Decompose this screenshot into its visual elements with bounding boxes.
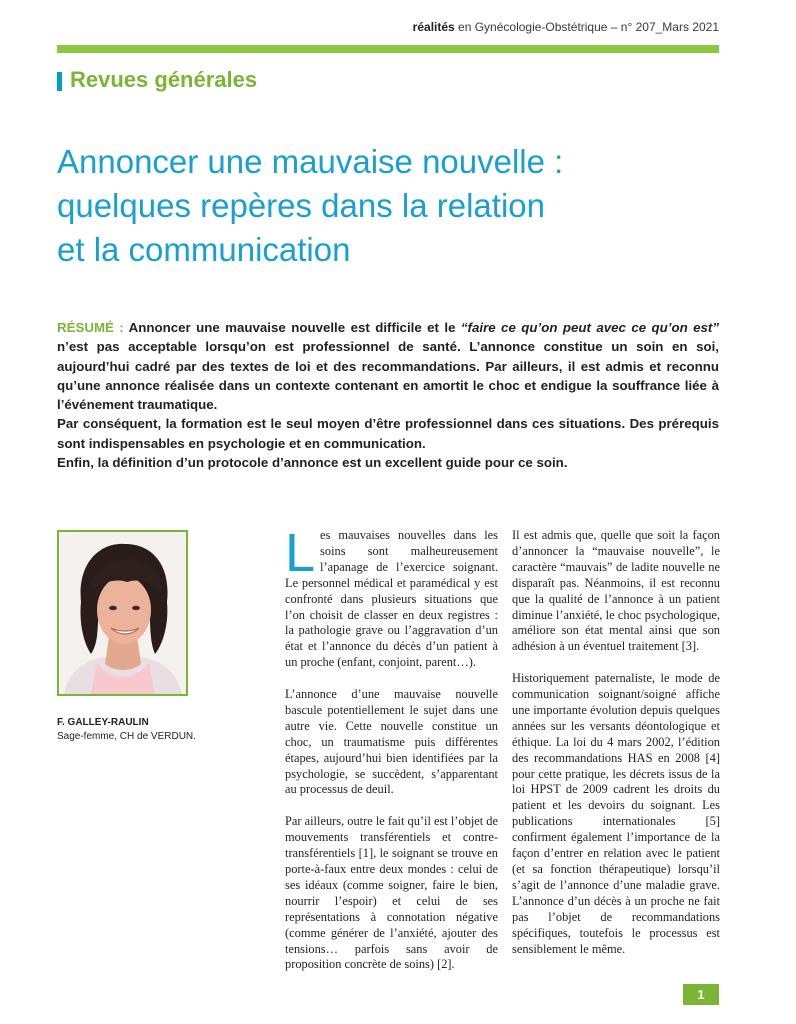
section-marker — [57, 72, 62, 91]
journal-header — [413, 20, 719, 34]
page-number: 1 — [683, 984, 719, 1005]
abstract-paragraph — [57, 318, 719, 414]
title-line: et la communication — [57, 231, 351, 268]
paragraph-text: es mauvaises nouvelles dans les soins sont malheureusement l’apanage de l’exercice soignant. Le personnel médical et paramédical y est confronté dans plusieurs situations que l’on choisit de classer en deux registres : la pathologie grave ou l’aggravation d’un état et l’annonce du décès d’un patient à un proche (enfant, conjoint, parent…). — [285, 528, 498, 670]
title-line: Annoncer une mauvaise nouvelle : — [57, 143, 564, 180]
body-paragraph: Historiquement paternaliste, le mode de communication soignant/soigné affiche une importante évolution depuis quelques années sur les versants déontologique et éthique. La loi du 4 mars 2002, l’édition des recommandations HAS en 2008 [4] pour cette pratique, les décrets issus de la loi HPST de 2009 cadrent les droits du patient et les devoirs du soignant. Les publications internationales [5] confirment également l’importance de la façon d’entrer en relation avec le patient (et sa fonction thérapeutique) lorsqu’il s’agit de l’annonce d’une maladie grave. L’annonce d’un décès à un proche ne fait pas l’objet de recommandations spécifiques, toutefois le processus est sensiblement le même. — [512, 671, 720, 956]
title-line: quelques repères dans la relation — [57, 187, 545, 224]
abstract-label: RÉSUMÉ : — [57, 320, 124, 335]
body-paragraph: L’annonce d’une mauvaise nouvelle bascule potentiellement le sujet dans une autre vie. Cette nouvelle constitue un choc, un traumatisme puis différentes étapes, aujourd’hui bien identifiées par la psychologie, se succèdent, s’apparentant au processus de deuil. — [285, 687, 498, 797]
journal-issue: en Gynécologie-Obstétrique – n° 207_Mars 2021 — [454, 20, 719, 34]
drop-cap: L — [285, 523, 316, 583]
abstract-quote: “faire ce qu’on peut avec ce qu’on est” — [460, 320, 720, 335]
body-paragraph: Par ailleurs, outre le fait qu’il est l’objet de mouvements transférentiels et contre-transférentiels [1], le soignant se trouve en porte-à-faux entre deux mondes : celui de ses idéaux (comme soigner, faire le bien, nourrir l’espoir) et celui de ses représentations à connotation négative (comme générer de l’anxiété, ajouter des tensions… parfois sans avoir de proposition concrète de soins) [2]. — [285, 814, 498, 972]
author-name: F. GALLEY-RAULIN — [57, 717, 149, 728]
section-label: Revues générales — [70, 67, 258, 92]
body-paragraph — [285, 523, 498, 671]
abstract-paragraph: Enfin, la définition d’un protocole d’annonce est un excellent guide pour ce soin. — [57, 455, 568, 471]
journal-name: réalités — [412, 20, 455, 34]
body-column-right — [512, 528, 720, 973]
header-rule — [57, 45, 719, 53]
author-affiliation: Sage-femme, CH de VERDUN. — [57, 731, 196, 742]
abstract-paragraph: Par conséquent, la formation est le seul moyen d’être professionnel dans ces situations. Des prérequis sont indispensables en psychologie et en communication. — [57, 416, 719, 451]
author-photo — [57, 530, 188, 696]
abstract-text: n’est pas acceptable lorsqu’on est professionnel de santé. L’annonce constitue un soin en soi, aujourd’hui cadré par des textes de loi et des recommandations. Par ailleurs, il est admis et reconnu qu’une annonce réalisée dans un contexte contenant en amortit le choc et endigue la souffrance liée à l’événement traumatique. — [57, 339, 719, 413]
body-paragraph: Il est admis que, quelle que soit la façon d’annoncer la “mauvaise nouvelle”, le caractère “mauvais” de ladite nouvelle ne disparaît pas. Néanmoins, il est reconnu que la qualité de l’annonce à un patient diminue l’anxiété, le choc psychologique, améliore son état mental ainsi que son adhésion à un éventuel traitement [3]. — [512, 528, 720, 654]
article-title — [57, 140, 737, 272]
abstract — [57, 318, 719, 472]
abstract-text: Annoncer une mauvaise nouvelle est difficile et le — [123, 320, 461, 335]
body-column-left — [285, 523, 498, 989]
author-portrait-image — [59, 532, 186, 694]
